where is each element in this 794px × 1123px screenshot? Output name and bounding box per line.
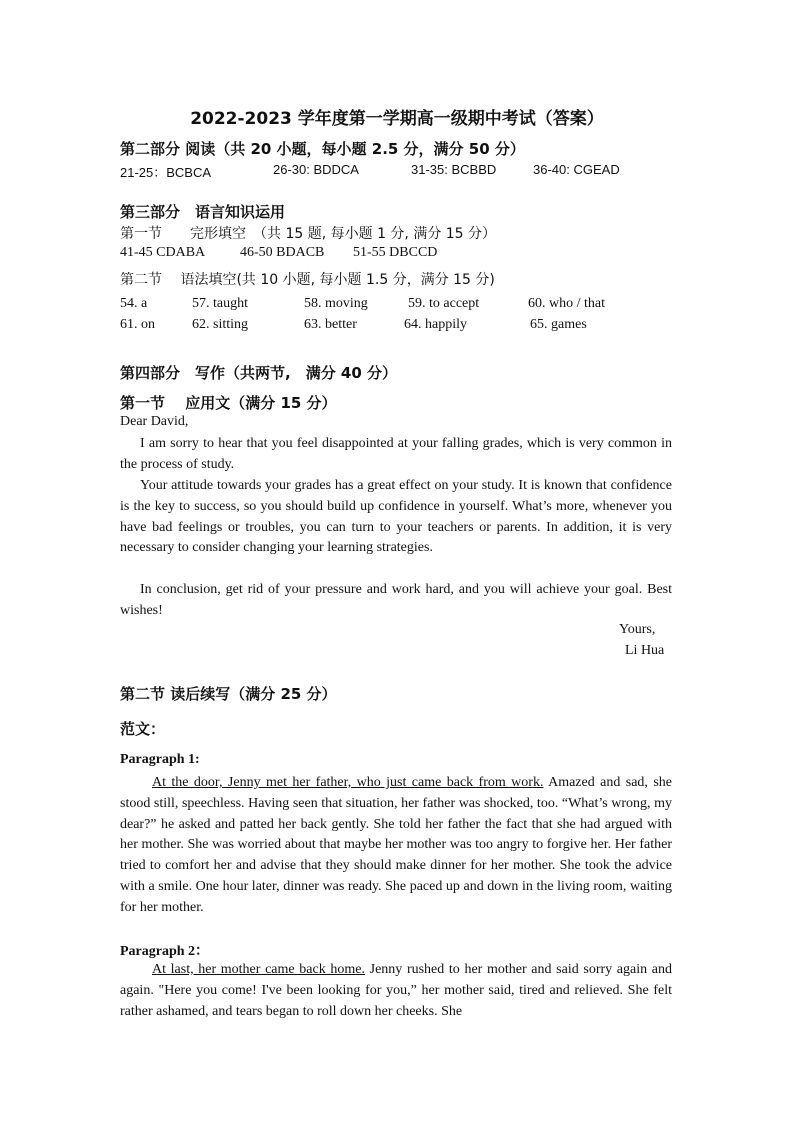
grammar-answer: 61. on [120, 317, 155, 332]
grammar-answer: 65. games [530, 317, 587, 332]
continuation-paragraph-1 [120, 773, 672, 919]
grammar-answer: 63. better [304, 317, 357, 332]
part3-heading: 第三部分 语言知识运用 [120, 203, 286, 221]
part2-heading: 第二部分 阅读（共 20 小题，每小题 2.5 分，满分 50 分） [120, 140, 525, 158]
letter-closing: Yours, [619, 622, 656, 637]
letter-paragraph-2: Your attitude towards your grades has a great effect on your study. It is known that confidence is the key to success, so you should build up confidence in yourself. What’s more, whenever you have bad feelings or troubles, you can turn to your teachers or parents. In addition, it is very necessary to consider changing your learning strategies. [120, 478, 672, 556]
part4-sec2-heading: 第二节 读后续写（满分 25 分） [120, 685, 337, 703]
grammar-answer: 60. who / that [528, 296, 605, 311]
grammar-answer: 58. moving [304, 296, 368, 311]
paragraph-1-lead-sentence: At the door, Jenny met her father, who just came back from work. [152, 775, 544, 790]
letter-paragraph-1: I am sorry to hear that you feel disappointed at your falling grades, which is very common in the process of study. [120, 436, 672, 472]
answer-group: 51-55 DBCCD [353, 245, 438, 260]
grammar-answer: 57. taught [192, 296, 248, 311]
part3-sec1-heading: 第一节 完形填空 （共 15 题, 每小题 1 分, 满分 15 分） [120, 226, 497, 242]
grammar-answer: 62. sitting [192, 317, 249, 332]
part2-answers [120, 162, 680, 180]
answer-group: 21-25：BCBCA [120, 165, 212, 180]
grammar-answer: 64. happily [404, 317, 467, 332]
answer-group: 41-45 CDABA [120, 245, 206, 260]
paragraph-2-lead-sentence: At last, her mother came back home. [152, 962, 365, 977]
letter-signature: Li Hua [625, 643, 665, 658]
grammar-row-2 [120, 317, 680, 335]
answer-group: 31-35: BCBBD [411, 162, 497, 177]
page-title: 2022-2023 学年度第一学期高一级期中考试（答案） [190, 109, 604, 129]
paragraph-1-body: Amazed and sad, she stood still, speechless. Having seen that situation, her father was shocked, too. “What’s wrong, my dear?” he asked and patted her back gently. She told her father the fact that she had argued with her mother. She was worried about that maybe her mother was too angry to forgive her. Her father tried to comfort her and advise that they should make dinner for her mother. She took the advice with a smile. One hour later, dinner was ready. She paced up and down in the living room, waiting for her mother. [120, 775, 672, 915]
part3-sec1-answers [120, 245, 680, 263]
letter-greeting: Dear David, [120, 414, 189, 429]
paragraph-2-label: Paragraph 2： [120, 944, 210, 959]
answer-group: 46-50 BDACB [240, 245, 325, 260]
answer-group: 36-40: CGEAD [533, 162, 620, 177]
part4-heading: 第四部分 写作（共两节, 满分 40 分） [120, 364, 398, 382]
grammar-row-1 [120, 296, 680, 314]
continuation-paragraph-2 [120, 960, 672, 1022]
paragraph-1-label: Paragraph 1: [120, 752, 200, 767]
sample-label: 范文： [120, 720, 166, 738]
letter-paragraph-3: In conclusion, get rid of your pressure and work hard, and you will achieve your goal. Best wishes! [120, 582, 672, 618]
grammar-answer: 54. a [120, 296, 148, 311]
part4-sec1-heading: 第一节 应用文（满分 15 分） [120, 394, 337, 412]
answer-group: 26-30: BDDCA [273, 162, 359, 177]
paragraph-2-body: Jenny rushed to her mother and said sorry again and again. "Here you come! I've been looking for you,” her mother said, tired and relieved. She felt rather ashamed, and tears began to roll down her cheeks. She [120, 962, 672, 1019]
grammar-answer: 59. to accept [408, 296, 480, 311]
part3-sec2-heading: 第二节 语法填空(共 10 小题, 每小题 1.5 分，满分 15 分) [120, 272, 495, 288]
